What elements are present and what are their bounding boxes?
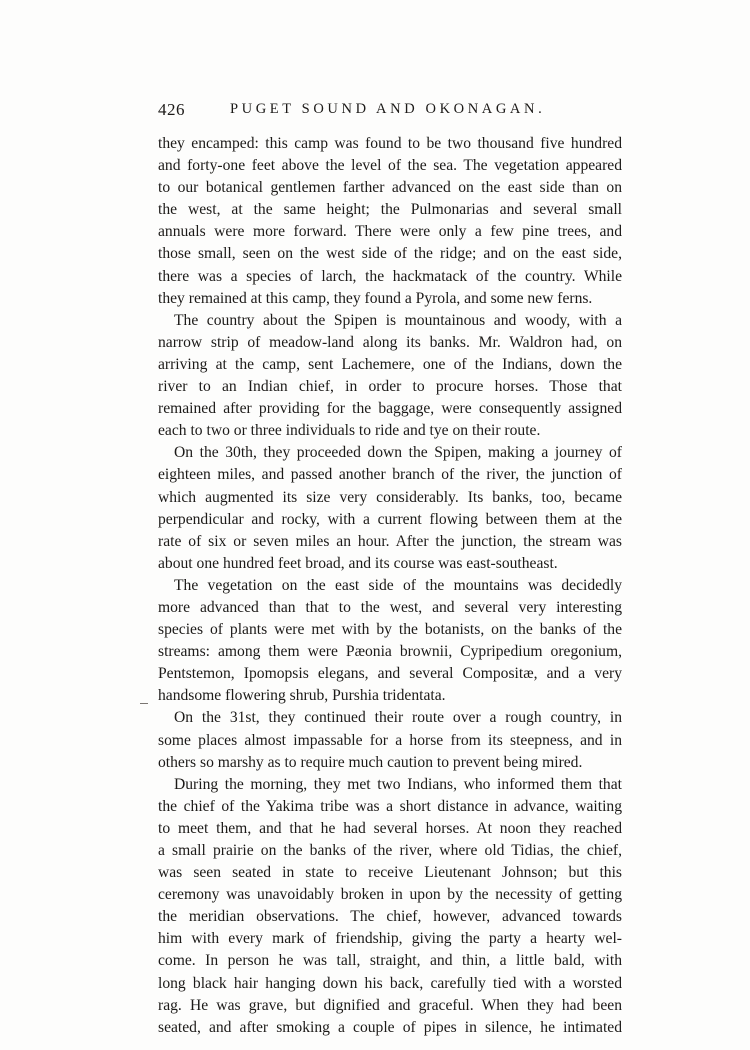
text-line: During the morning, they met two Indians, who informed them that <box>174 775 622 793</box>
text-line: species of plants were met with by the botanists, on the banks of the <box>158 621 622 639</box>
text-line: which augmented its size very considerably. Its banks, too, became <box>158 488 622 506</box>
text-line: handsome flowering shrub, Purshia tridentata. <box>158 687 446 705</box>
margin-mark <box>140 703 148 704</box>
text-line: eighteen miles, and passed another branch of the river, the junction of <box>158 466 622 484</box>
text-line: some places almost impassable for a horse from its steepness, and in <box>158 731 622 749</box>
text-line: about one hundred feet broad, and its course was east-southeast. <box>158 554 558 572</box>
text-line: arriving at the camp, sent Lachemere, one of the Indians, down the <box>158 355 622 373</box>
text-line: rate of six or seven miles an hour. After the junction, the stream was <box>158 532 622 550</box>
running-head <box>158 100 628 124</box>
text-line: remained after providing for the baggage, were consequently assigned <box>158 400 622 418</box>
text-line: the west, at the same height; the Pulmonarias and several small <box>158 201 622 219</box>
text-line: seated, and after smoking a couple of pipes in silence, he intimated <box>158 1018 622 1036</box>
text-line: a small prairie on the banks of the river, where old Tidias, the chief, <box>158 842 622 859</box>
text-line: they encamped: this camp was found to be two thousand five hundred <box>158 135 622 152</box>
text-line: The country about the Spipen is mountainous and woody, with a <box>174 311 622 329</box>
text-line: others so marshy as to require much caution to prevent being mired. <box>158 753 583 771</box>
text-line: him with every mark of friendship, giving the party a hearty wel- <box>158 930 622 948</box>
body-text <box>158 133 622 1039</box>
text-line: annuals were more forward. There were only a few pine trees, and <box>158 223 622 241</box>
text-line: streams: among them were Pæonia brownii, Cypripedium oregonium, <box>158 643 622 661</box>
text-line: long black hair hanging down his back, carefully tied with a worsted <box>158 974 622 992</box>
text-line: they remained at this camp, they found a Pyrola, and some new ferns. <box>158 289 593 307</box>
running-title: PUGET SOUND AND OKONAGAN. <box>230 101 546 117</box>
text-line: come. In person he was tall, straight, and thin, a little bald, with <box>158 952 622 970</box>
text-line: rag. He was grave, but dignified and graceful. When they had been <box>158 996 622 1014</box>
text-line: Pentstemon, Ipomopsis elegans, and several Compositæ, and a very <box>158 665 622 683</box>
page-number: 426 <box>158 100 185 119</box>
text-line: perpendicular and rocky, with a current flowing between them at the <box>158 510 622 528</box>
text-line: The vegetation on the east side of the mountains was decidedly <box>174 576 622 594</box>
text-line: to meet them, and that he had several horses. At noon they reached <box>158 819 622 837</box>
text-line: to our botanical gentlemen farther advanced on the east side than on <box>158 179 622 197</box>
text-line: On the 31st, they continued their route over a rough country, in <box>174 709 622 727</box>
text-line: each to two or three individuals to ride and tye on their route. <box>158 422 541 440</box>
text-line: river to an Indian chief, in order to procure horses. Those that <box>158 378 622 396</box>
text-line: there was a species of larch, the hackmatack of the country. While <box>158 267 622 285</box>
text-line: the meridian observations. The chief, however, advanced towards <box>158 908 622 926</box>
text-line: ceremony was unavoidably broken in upon by the necessity of getting <box>158 886 622 904</box>
text-line: was seen seated in state to receive Lieutenant Johnson; but this <box>158 864 622 882</box>
text-line: more advanced than that to the west, and several very interesting <box>158 598 622 616</box>
text-line: those small, seen on the west side of the ridge; and on the east side, <box>158 245 622 263</box>
text-line: the chief of the Yakima tribe was a short distance in advance, waiting <box>158 797 622 815</box>
text-line: On the 30th, they proceeded down the Spipen, making a journey of <box>174 444 622 462</box>
text-line: narrow strip of meadow-land along its banks. Mr. Waldron had, on <box>158 333 622 351</box>
text-line: and forty-one feet above the level of the sea. The vegetation appeared <box>158 157 622 175</box>
